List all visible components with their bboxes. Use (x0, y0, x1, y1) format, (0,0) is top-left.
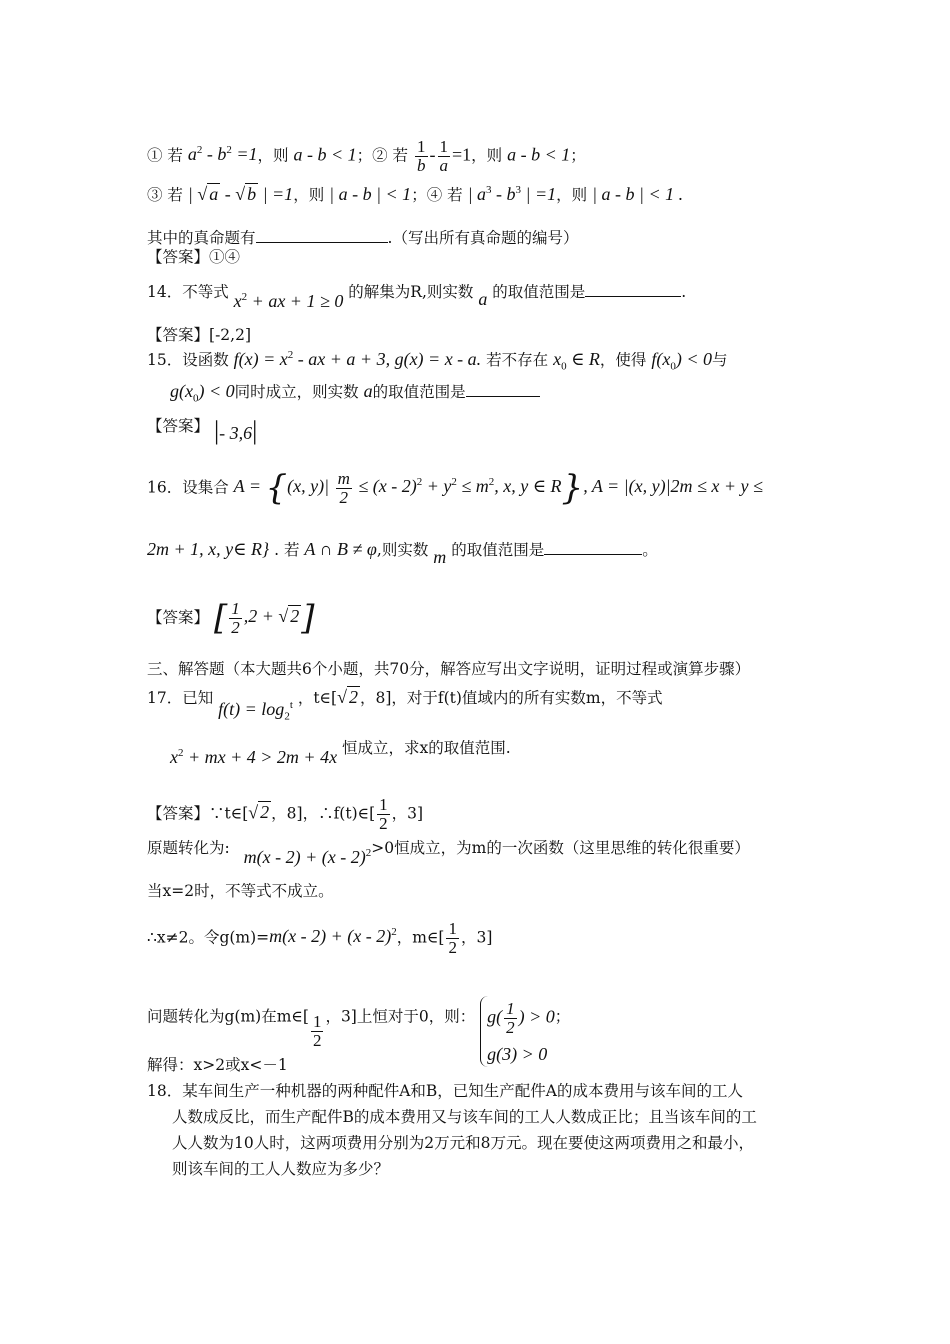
q13-line-2: ③ 若 | √ a - √ b | =1，则 | a - b | < 1；④ 若 | $a^3 - b^3$ | =1，则 | a - b | < 1 . (147, 184, 684, 204)
math-expr: [ $\frac{1}{2}$ ,2 + √ 2] (213, 598, 315, 639)
math-expr: $x^2$ + ax + 1 ≥ 0 (233, 291, 344, 311)
math-expr: m (433, 547, 447, 567)
math-expr: 2m + 1, x, y∈ R} (147, 539, 270, 559)
math-expr: | a - b | < 1 (329, 184, 412, 204)
q17-answer-line: 【答案】∵t∈[√ 2 ，8]，∴f(t)∈[ $\frac{1}{2}$ ，3] (147, 795, 424, 833)
q17-line-p3: ∴x≠2。令g(m)=m(x - 2) + (x - 2)$^2$，m∈[ $\frac{1}{2}$ ，3] (147, 919, 493, 957)
inequality-system: g( $\frac{1}{2}$ ) > 0 g(3) > 0 (480, 996, 555, 1067)
math-expr: a (363, 381, 373, 401)
math-expr: A ∩ B ≠ φ (304, 539, 377, 559)
math-expr: | a - b | < 1 . (592, 184, 684, 204)
q17-line-1: 17．已知 $f(t) = \log_2^t$ ，t∈[√ 2 ，8]，对于f(t)值域内的所有实数m，不等式 (147, 687, 663, 723)
q14-line: 14．不等式 $x^2$ + ax + 1 ≥ 0 的解集为R,则实数 a 的取值范围是 . (147, 283, 687, 311)
math-frac: $\frac{1}{2}$ (448, 919, 457, 957)
math-expr: √ 2 (248, 802, 270, 823)
math-expr: |- 3,6| (213, 416, 258, 445)
math-expr: m(x - 2) + (x - 2)$^2$ (269, 926, 397, 947)
math-frac: $\frac{1}{a}$ (439, 137, 448, 175)
q18-line-2: 人数成反比，而生产配件B的成本费用又与该车间的工人人数成正比；且当该车间的工 (172, 1108, 757, 1126)
math-expr: $f(x_0) < 0$ (651, 349, 712, 373)
answer-blank[interactable] (256, 228, 388, 243)
math-frac: $\frac{1}{2}$ (312, 1012, 322, 1050)
answer-blank[interactable] (544, 540, 642, 555)
q16-line-2: 2m + 1, x, y∈ R} . 若 A ∩ B ≠ φ,则实数 m 的取值范围是 。 (147, 539, 658, 567)
math-expr: a - b < 1 (293, 144, 357, 165)
q13-answer: 【答案】①④ (147, 248, 241, 266)
answer-blank[interactable] (585, 282, 681, 297)
math-expr: | √ a - √ b | =1 (187, 184, 294, 204)
q15-line-2: $g(x_0) < 0$同时成立，则实数 a的取值范围是 (170, 382, 540, 405)
q16-answer: 【答案】 [ $\frac{1}{2}$ ,2 + √ 2] (147, 598, 315, 639)
q13-line-1: ① 若 $a^2 - b^2 =1$，则 a - b < 1；② 若 $\frac{1}{b}$ - $\frac{1}{a}$ =1，则 a - b < 1； (147, 137, 586, 175)
q17-line-2: $x^2$ + mx + 4 > 2m + 4x 恒成立，求x的取值范围. (170, 739, 511, 767)
q17-line-p4: 问题转化为g(m)在m∈[ $\frac{1}{2}$ ，3]上恒对于0，则： g( $\frac{1}{2}$ ) > 0 g(3) > 0 ； (147, 982, 570, 1053)
math-expr: $a^2 - b^2 =1$ (187, 144, 258, 165)
math-expr: a - b < 1 (507, 144, 571, 165)
q18-line-1: 18．某车间生产一种机器的两种配件A和B，已知生产配件A的成本费用与该车间的工人 (147, 1082, 744, 1100)
math-expr: $g(x_0) < 0$ (170, 381, 235, 405)
math-expr: m(x - 2) + (x - 2)$^2$ (234, 847, 372, 867)
math-frac: $\frac{1}{b}$ (417, 137, 426, 175)
answer-blank[interactable] (466, 382, 540, 397)
q17-line-p5: 解得：x>2或x<－1 (147, 1056, 288, 1074)
math-expr: $f(x) = x^2$ - ax + a + 3, g(x) = x - a. (233, 349, 482, 369)
math-expr: √ 2 (337, 687, 358, 707)
section-3-heading: 三、解答题（本大题共6个小题，共70分，解答应写出文字说明，证明过程或演算步骤） (147, 660, 751, 678)
math-expr: | $a^3 - b^3$ | =1 (467, 184, 557, 204)
q15-line-1: 15．设函数 $f(x) = x^2$ - ax + a + 3, g(x) = x - a. 若不存在 $x_0$ ∈ R，使得 $f(x_0) < 0$与 (147, 349, 728, 373)
q13-line-3: 其中的真命题有 .（写出所有真命题的编号） (147, 229, 579, 247)
math-expr: $x^2$ + mx + 4 > 2m + 4x (170, 747, 338, 767)
math-expr: $f(t) = \log_2^t$ (218, 699, 293, 723)
math-frac: $\frac{1}{2}$ (379, 795, 388, 833)
q18-line-3: 人人数为10人时，这两项费用分别为2万元和8万元。现在要使这两项费用之和最小， (172, 1134, 754, 1152)
math-expr: A = {(x, y)| $\frac{m}{2}$ ≤ $(x - 2)^2 + y^2 \le m^2$, x, y ∈ R}, A = |(x, y)|2m ≤ x + y ≤ (233, 468, 763, 509)
math-expr: $x_0$ ∈ R (553, 349, 600, 373)
math-expr: a (478, 289, 488, 309)
q14-answer: 【答案】[-2,2] (147, 326, 251, 344)
q18-line-4: 则该车间的工人人数应为多少？ (172, 1160, 390, 1178)
q15-answer: 【答案】 |- 3,6| (147, 416, 258, 445)
q16-line-1: 16．设集合 A = {(x, y)| $\frac{m}{2}$ ≤ $(x - 2)^2 + y^2 \le m^2$, x, y ∈ R}, A = |(x, y)|2m ≤ x + y ≤ (147, 468, 763, 509)
q17-line-p2: 当x=2时，不等式不成立。 (147, 882, 334, 900)
q17-line-p1: 原题转化为: m(x - 2) + (x - 2)$^2$>0恒成立，为m的一次函数（这里思维的转化很重要） (147, 839, 750, 867)
